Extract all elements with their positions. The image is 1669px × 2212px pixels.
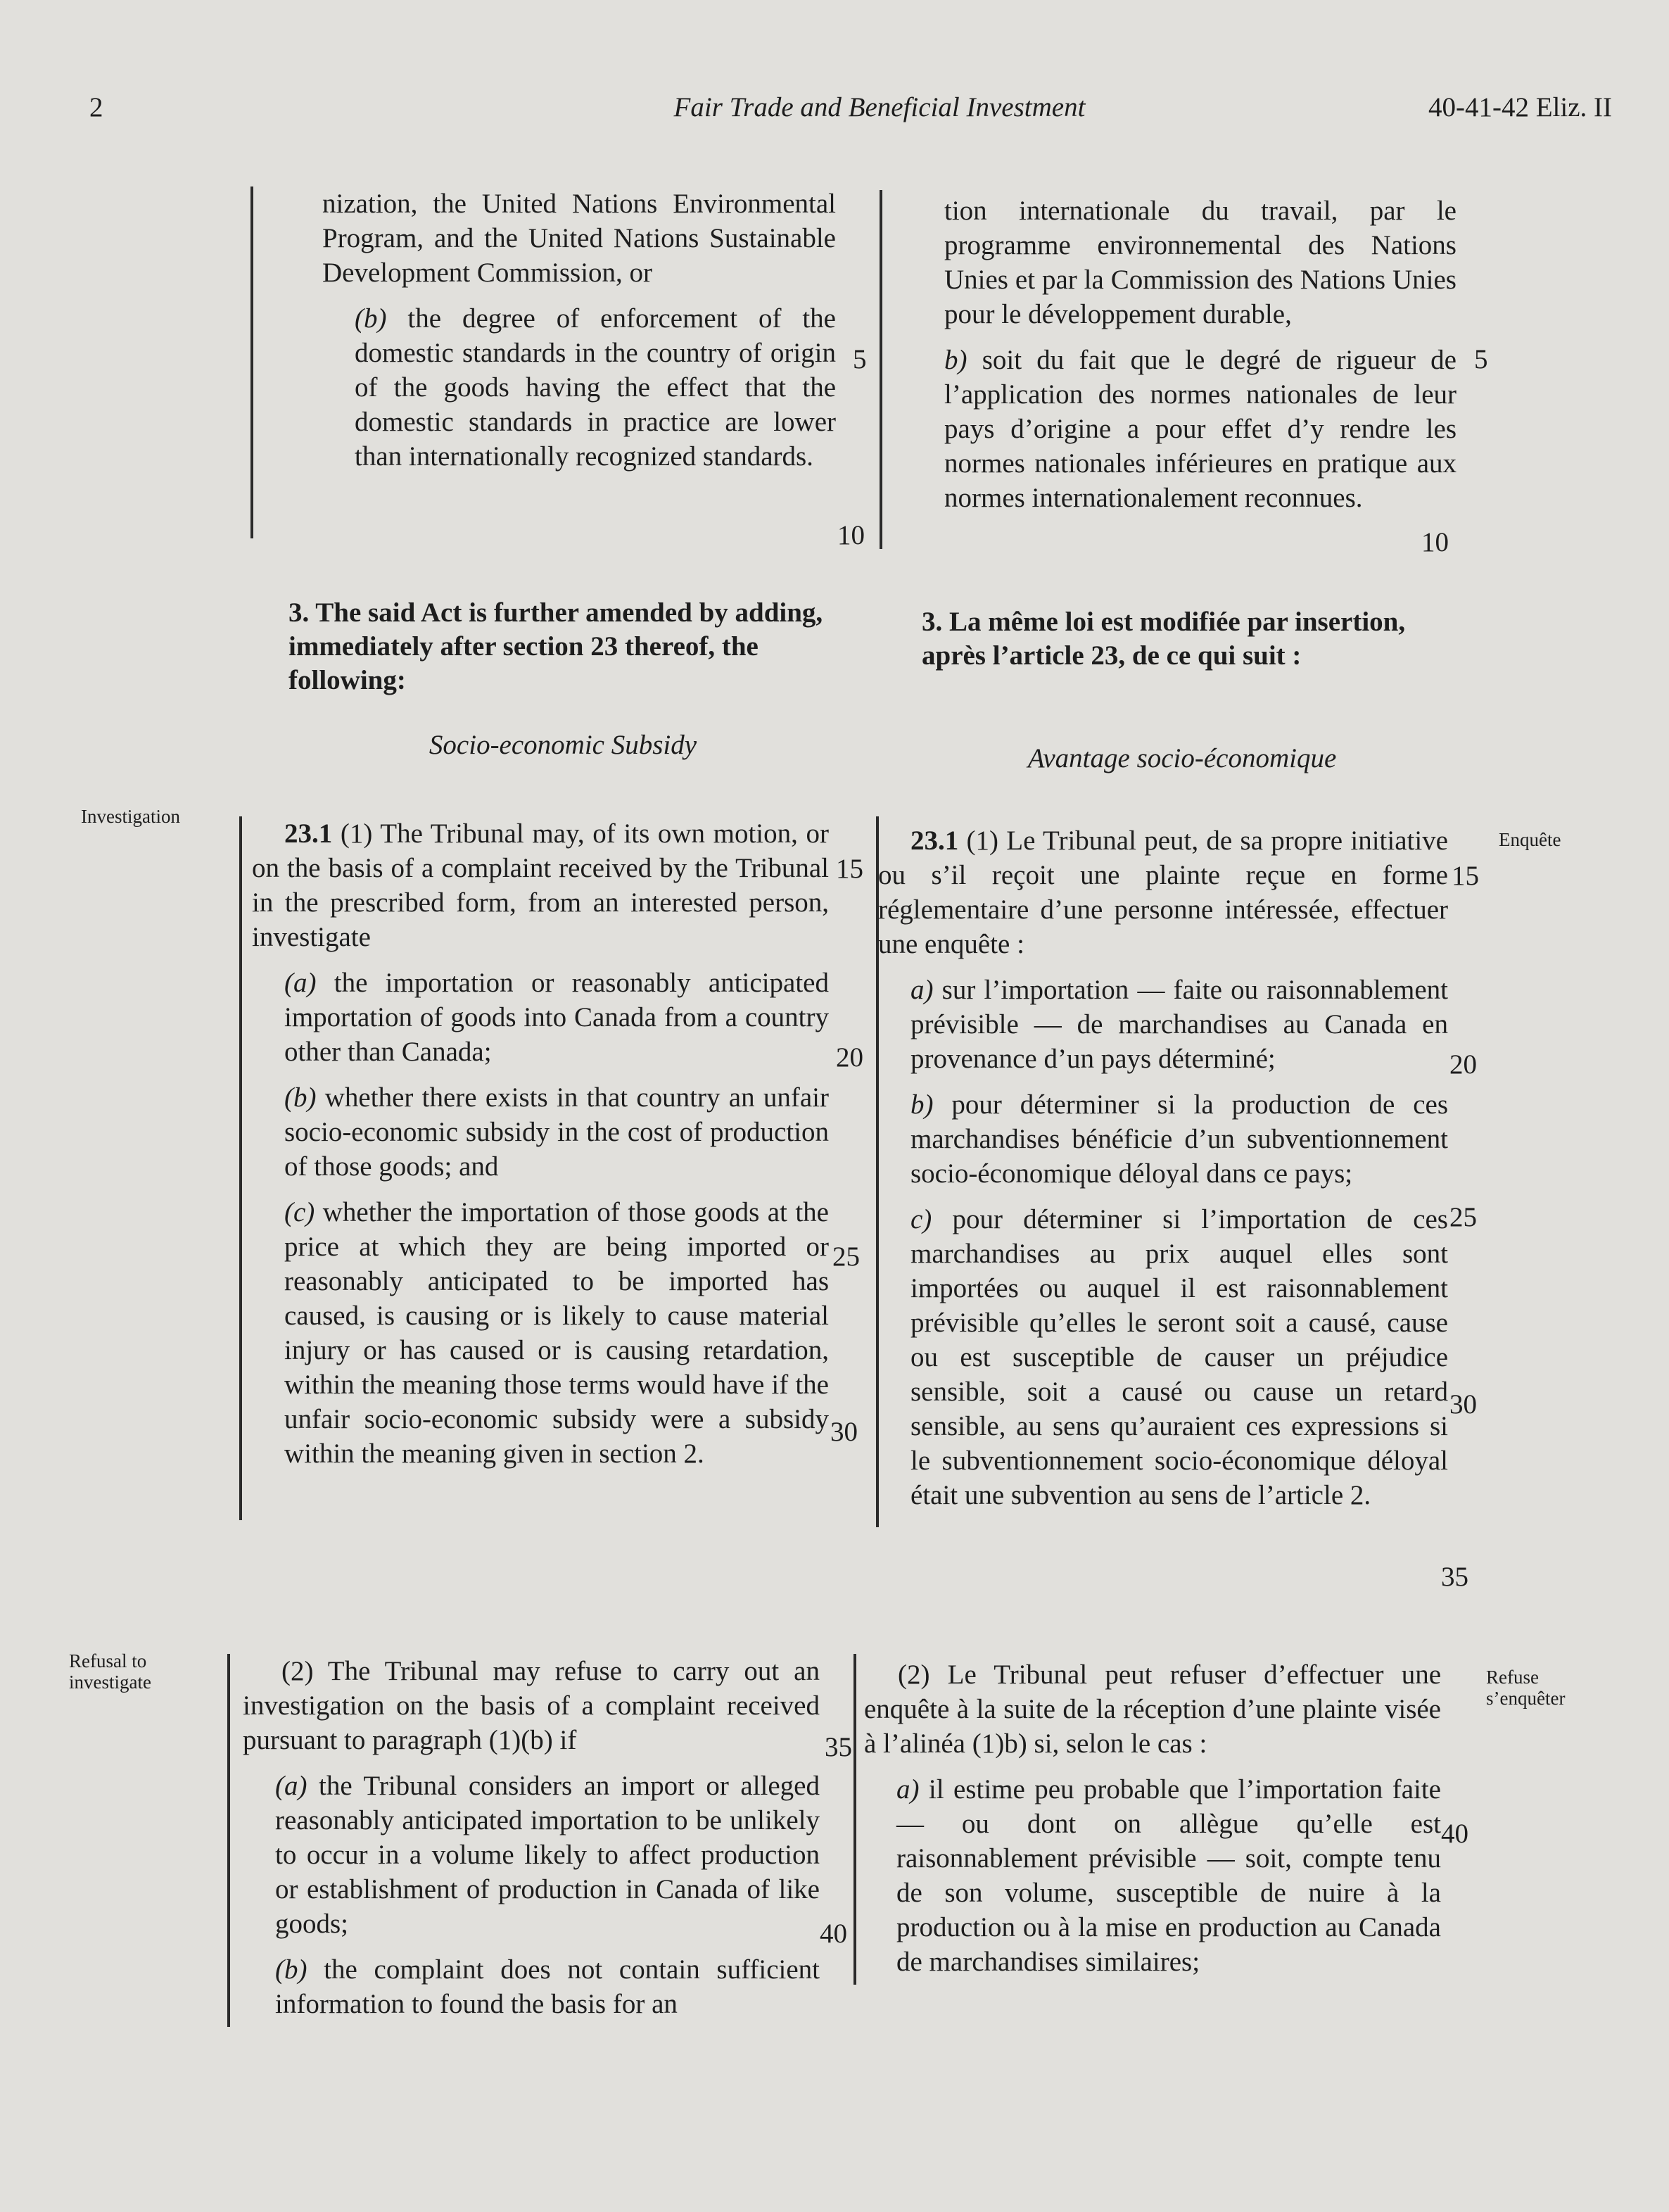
french-paragraph-b [944, 343, 1457, 515]
paragraph-text: pour déterminer si la production de ces marchandises bénéficie d’un subventionnement socio-économique déloyal dans ce pays; [910, 1089, 1448, 1189]
change-bar [853, 1654, 856, 1985]
french-paragraph-continued: tion internationale du travail, par le programme environnemental des Nations Unies et par la Commission des Nations Unies pour le développement durable, [944, 196, 1457, 329]
english-section-heading: Socio-economic Subsidy [429, 730, 697, 760]
paragraph-label: (b) [284, 1082, 317, 1113]
english-paragraph-c [252, 1195, 829, 1471]
change-bar [239, 816, 242, 1520]
french-section-heading: Avantage socio-économique [1027, 743, 1337, 773]
change-bar [227, 1654, 230, 2027]
english-subsection-1 [252, 816, 829, 954]
paragraph-label: b) [910, 1089, 934, 1120]
margin-note-investigation: Investigation [81, 806, 180, 827]
french-amendment-clause: 3. La même loi est modifiée par insertion, après l’article 23, de ce qui suit : [922, 607, 1406, 671]
line-number: 35 [825, 1732, 852, 1762]
french-paragraph-a [878, 973, 1448, 1076]
french-section-23-1 [878, 823, 1448, 1524]
running-title: Fair Trade and Beneficial Investment [673, 92, 1086, 122]
paragraph-label: b) [944, 345, 967, 375]
line-number: 25 [1449, 1202, 1477, 1232]
section-number: 23.1 [910, 826, 959, 856]
paragraph-text: the complaint does not contain sufficient information to found the basis for an [275, 1954, 820, 2019]
paragraph-label: (a) [284, 968, 317, 998]
english-section-23-1 [252, 816, 829, 1482]
paragraph-text: the Tribunal considers an import or alleged reasonably anticipated importation to be unlikely to occur in a volume likely to affect production or establishment of production in Canada of like goods; [275, 1771, 820, 1939]
french-column-top [944, 194, 1457, 526]
english-column-top [322, 187, 836, 485]
french-subsection-2 [864, 1657, 1441, 1990]
paragraph-text: soit du fait que le degré de rigueur de l’application des normes nationales de leur pays d’origine a pour effet d’y rendre les normes nationales inférieures en pratique aux normes internationalement reconnues. [944, 345, 1457, 513]
line-number: 5 [1474, 344, 1488, 374]
paragraph-text: il estime peu probable que l’importation faite — ou dont on allègue qu’elle est raisonnablement prévisible — soit, compte tenu de son volume, susceptible de nuire à la production ou à la mise en production au Canada de marchandises similaires; [896, 1774, 1441, 1977]
line-number: 15 [1452, 861, 1479, 891]
line-number: 20 [1449, 1049, 1477, 1080]
section-number: 23.1 [284, 819, 333, 849]
paragraph-text: the importation or reasonably anticipated importation of goods into Canada from a country other than Canada; [284, 968, 829, 1067]
paragraph-label: (c) [284, 1197, 315, 1227]
paragraph-label: a) [896, 1774, 920, 1805]
paragraph-label: (b) [275, 1954, 307, 1985]
line-number: 5 [853, 344, 867, 374]
english-paragraph-b2 [252, 1080, 829, 1184]
page-number: 2 [89, 92, 103, 122]
paragraph-label: a) [910, 975, 934, 1005]
line-number: 35 [1441, 1562, 1468, 1592]
paragraph-label: (a) [275, 1771, 307, 1801]
french-paragraph-c [878, 1202, 1448, 1512]
paragraph-text: whether the importation of those goods at the price at which they are being imported or reasonably anticipated to be imported has caused, is causing or is likely to cause material injury or has caused or is causing retardation, within the meaning those terms would have if the unfair socio-economic subsidy were a subsidy within the meaning given in section 2. [284, 1197, 829, 1469]
paragraph-label: (b) [355, 303, 387, 334]
english-refusal-a [243, 1769, 820, 1941]
line-number: 40 [1441, 1819, 1468, 1849]
english-paragraph-continued: nization, the United Nations Environmental Program, and the United Nations Sustainable Development Commission, or [322, 189, 836, 288]
paragraph-label: c) [910, 1204, 932, 1234]
session-label: 40-41-42 Eliz. II [1428, 92, 1613, 122]
english-subsection-2 [243, 1654, 820, 2033]
section-text: (1) Le Tribunal peut, de sa propre initiative ou s’il reçoit une plainte reçue en forme réglementaire d’une personne intéressée, effectuer une enquête : [878, 826, 1448, 959]
line-number: 30 [830, 1417, 858, 1447]
english-refusal-paragraph: (2) The Tribunal may refuse to carry out an investigation on the basis of a complaint received pursuant to paragraph (1)(b) if [243, 1656, 820, 1755]
line-number: 10 [837, 520, 865, 550]
french-subsection-1 [878, 823, 1448, 961]
line-number: 40 [820, 1919, 847, 1949]
paragraph-text: pour déterminer si l’importation de ces marchandises au prix auquel elles sont importées ou auquel il est raisonnablement prévisible qu’elles le seront soit a causé, cause ou est susceptible de causer un préjudice sensible, soit a causé ou cause un retard sensible, au sens qu’auraient ces expressions si le subventionnement socio-économique déloyal était une subvention au sens de l’article 2. [910, 1204, 1448, 1510]
line-number: 20 [836, 1042, 863, 1073]
line-number: 30 [1449, 1389, 1477, 1420]
margin-note-refusal: Refusal to investigate [69, 1650, 151, 1693]
english-amendment-clause: 3. The said Act is further amended by adding, immediately after section 23 thereof, the following: [288, 598, 823, 695]
line-number: 25 [832, 1241, 860, 1272]
line-number: 10 [1421, 527, 1449, 557]
line-number: 15 [836, 854, 863, 884]
english-paragraph-b [322, 301, 836, 474]
french-refusal-paragraph: (2) Le Tribunal peut refuser d’effectuer une enquête à la suite de la réception d’une plainte visée à l’alinéa (1)b) si, selon le cas : [864, 1660, 1441, 1759]
change-bar [250, 187, 253, 538]
english-paragraph-a [252, 966, 829, 1069]
paragraph-text: sur l’importation — faite ou raisonnablement prévisible — de marchandises au Canada en provenance d’un pays déterminé; [910, 975, 1448, 1074]
paragraph-text: the degree of enforcement of the domestic standards in the country of origin of the goods having the effect that the domestic standards in practice are lower than internationally recognized standards. [355, 303, 836, 472]
margin-note-enquete: Enquête [1499, 829, 1561, 850]
section-text: (1) The Tribunal may, of its own motion, or on the basis of a complaint received by the Tribunal in the prescribed form, from an interested person, investigate [252, 819, 829, 952]
margin-note-refuse: Refuse s’enquêter [1486, 1667, 1566, 1709]
french-paragraph-b2 [878, 1087, 1448, 1191]
paragraph-text: whether there exists in that country an unfair socio-economic subsidy in the cost of production of those goods; and [284, 1082, 829, 1182]
english-refusal-b [243, 1952, 820, 2021]
french-refusal-a [864, 1772, 1441, 1979]
change-bar [880, 190, 882, 549]
